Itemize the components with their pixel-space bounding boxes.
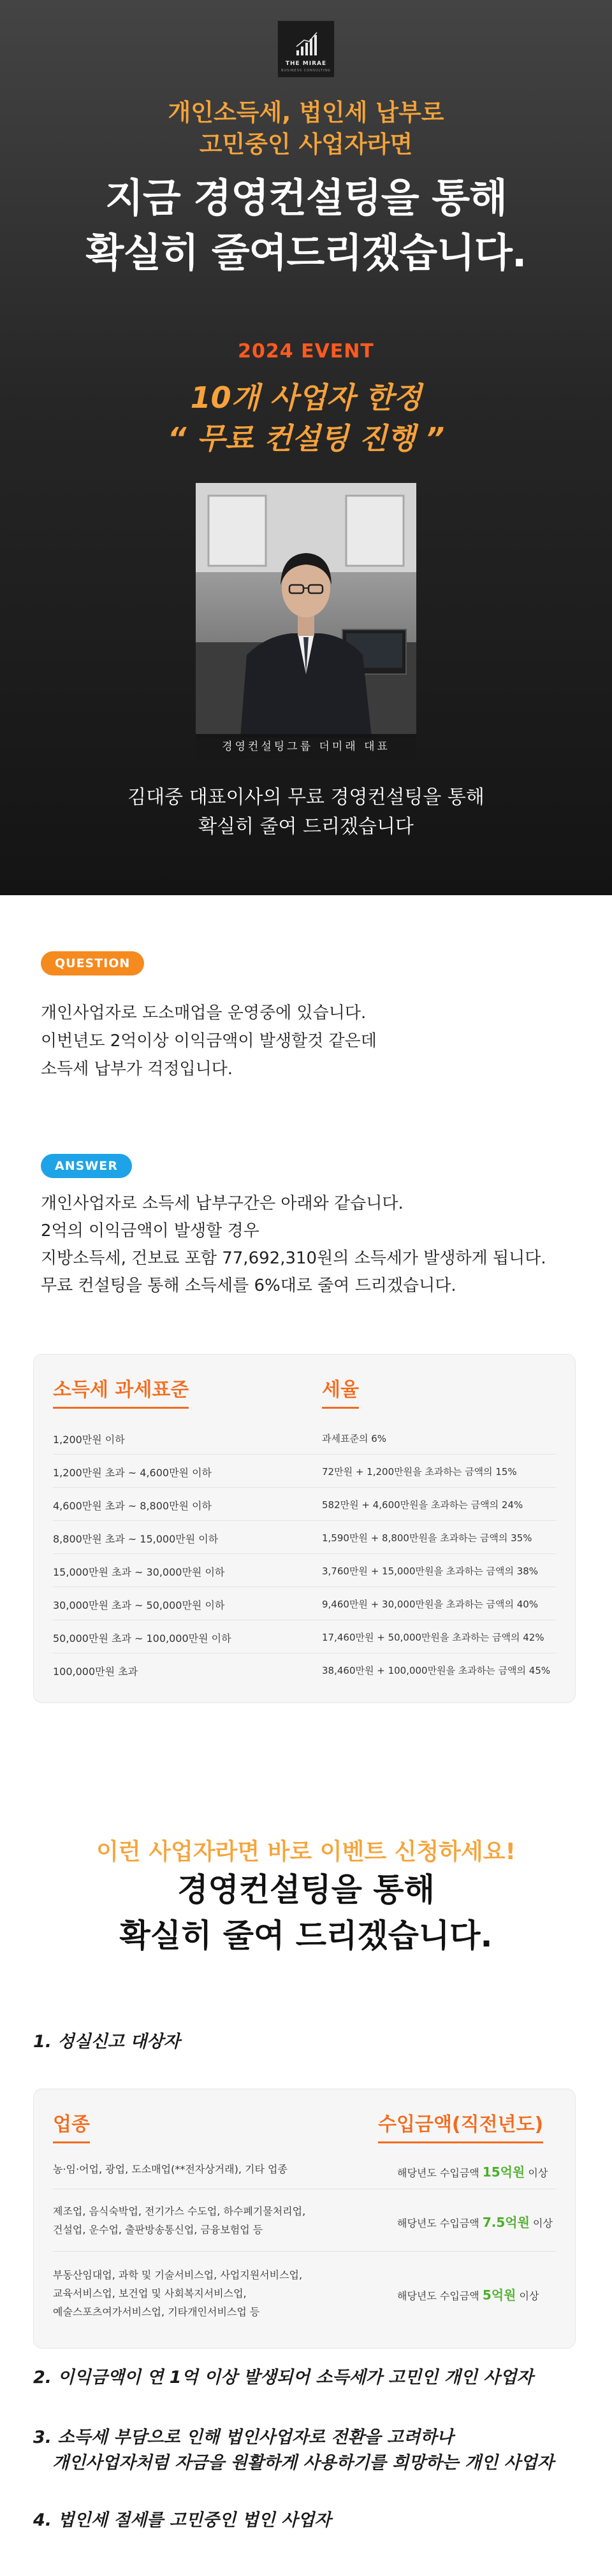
biz-industry xyxy=(53,2160,353,2178)
table-row xyxy=(53,2189,556,2252)
table-row xyxy=(53,2150,556,2189)
tax-bracket: 1,200만원 이하 xyxy=(53,1434,125,1446)
hero-lead-line: 고민중인 사업자라면 xyxy=(199,131,413,158)
hero-title xyxy=(0,171,612,280)
answer-text xyxy=(41,1190,546,1300)
tax-bracket: 30,000만원 초과 ~ 50,000만원 이하 xyxy=(53,1599,225,1611)
hero-subtitle-line: 김대중 대표이사의 무료 경영컨설팅을 통해 xyxy=(127,786,484,809)
hero-section xyxy=(0,0,612,895)
company-logo xyxy=(277,20,335,78)
biz-amount-suffix: 이상 xyxy=(533,2217,553,2229)
growth-chart-icon xyxy=(295,31,318,57)
tax-header-rate: 세율 xyxy=(322,1374,359,1409)
cta-lead: 이런 사업자라면 바로 이벤트 신청하세요! xyxy=(96,1839,516,1865)
biz-industry-line: 제조업, 음식숙박업, 전기가스 수도업, 하수폐기물처리업, xyxy=(53,2205,306,2217)
tax-bracket: 1,200만원 초과 ~ 4,600만원 이하 xyxy=(53,1467,212,1479)
target-item-4: 4. 법인세 절세를 고민중인 법인 사업자 xyxy=(33,2510,332,2530)
target-item-3 xyxy=(33,2425,554,2476)
tax-bracket: 4,600만원 초과 ~ 8,800만원 이하 xyxy=(53,1500,212,1512)
biz-industry-line: 교육서비스업, 보건업 및 사회복지서비스업, xyxy=(53,2287,247,2299)
biz-industry-line: 예술스포츠여가서비스업, 기타개인서비스업 등 xyxy=(53,2306,260,2318)
biz-industry-line: 부동산임대업, 과학 및 기술서비스업, 사업지원서비스업, xyxy=(53,2269,303,2281)
cta-title-line: 경영컨설팅을 통해 xyxy=(177,1871,435,1908)
question-line: 이번년도 2억이상 이익금액이 발생할것 같은데 xyxy=(41,1032,377,1051)
tax-header-base: 소득세 과세표준 xyxy=(53,1374,189,1409)
table-row xyxy=(53,1620,556,1653)
answer-line: 무료 컨설팅을 통해 소득세를 6%대로 줄여 드리겠습니다. xyxy=(41,1276,456,1295)
answer-line: 개인사업자로 소득세 납부구간은 아래와 같습니다. xyxy=(41,1194,404,1213)
question-line: 개인사업자로 도소매업을 운영중에 있습니다. xyxy=(41,1004,367,1023)
biz-amount-prefix: 해당년도 수입금액 xyxy=(397,2217,479,2229)
hero-lead xyxy=(0,97,612,161)
hero-title-line: 지금 경영컨설팅을 통해 xyxy=(105,175,507,221)
income-tax-table xyxy=(33,1354,576,1703)
tax-rows xyxy=(53,1421,556,1687)
biz-amount-suffix: 이상 xyxy=(528,2167,548,2179)
cta-title-line: 확실히 줄여 드리겠습니다. xyxy=(119,1917,493,1954)
target-item-1: 1. 성실신고 대상자 xyxy=(33,2032,180,2052)
biz-header-revenue: 수입금액(직전년도) xyxy=(378,2108,543,2143)
question-text xyxy=(41,999,377,1083)
table-row xyxy=(53,1421,556,1455)
biz-amount xyxy=(397,2285,539,2303)
tax-bracket: 50,000만원 초과 ~ 100,000만원 이하 xyxy=(53,1632,231,1644)
ceo-photo xyxy=(196,483,416,759)
tax-rate: 17,460만원 + 50,000만원을 초과하는 금액의 42% xyxy=(322,1632,544,1643)
answer-badge: ANSWER xyxy=(41,1154,132,1178)
table-row xyxy=(53,2252,556,2335)
tax-rate: 582만원 + 4,600만원을 초과하는 금액의 24% xyxy=(322,1499,523,1511)
event-title-line: “ 무료 컨설팅 진행 ” xyxy=(167,421,445,456)
table-row xyxy=(53,1554,556,1587)
event-title-line: 10개 사업자 한정 xyxy=(190,380,422,415)
hero-lead-line: 개인소득세, 법인세 납부로 xyxy=(168,99,444,126)
biz-amount xyxy=(397,2162,548,2180)
biz-amount-value: 15억원 xyxy=(482,2164,525,2180)
biz-amount-value: 7.5억원 xyxy=(482,2215,530,2230)
biz-amount-suffix: 이상 xyxy=(519,2290,539,2302)
target-item-2: 2. 이익금액이 연 1억 이상 발생되어 소득세가 고민인 개인 사업자 xyxy=(33,2368,534,2387)
hero-subtitle xyxy=(0,783,612,842)
table-row xyxy=(53,1455,556,1488)
biz-header-industry: 업종 xyxy=(53,2108,90,2143)
logo-subtext: BUSINESS CONSULTING xyxy=(281,69,331,73)
tax-rate: 9,460만원 + 30,000만원을 초과하는 금액의 40% xyxy=(322,1599,539,1610)
table-row xyxy=(53,1488,556,1521)
biz-amount xyxy=(397,2212,553,2231)
biz-amount-prefix: 해당년도 수입금액 xyxy=(397,2290,479,2302)
photo-caption: 경영컨설팅그룹 더미래 대표 xyxy=(196,734,416,759)
biz-industry xyxy=(53,2266,353,2321)
tax-rate: 과세표준의 6% xyxy=(322,1433,387,1444)
tax-bracket: 15,000만원 초과 ~ 30,000만원 이하 xyxy=(53,1566,225,1578)
event-title xyxy=(0,377,612,459)
cta-title xyxy=(0,1867,612,1959)
biz-industry-line: 농·임·어업, 광업, 도소매업(**전자상거래), 기타 업종 xyxy=(53,2163,288,2175)
answer-line: 2억의 이익금액이 발생할 경우 xyxy=(41,1221,259,1241)
hero-subtitle-line: 확실히 줄여 드리겠습니다 xyxy=(198,816,414,838)
question-badge: QUESTION xyxy=(41,951,144,975)
biz-amount-prefix: 해당년도 수입금액 xyxy=(397,2167,479,2179)
tax-rate: 38,460만원 + 100,000만원을 초과하는 금액의 45% xyxy=(322,1665,551,1676)
ceo-portrait-illustration xyxy=(196,483,416,759)
target-item-3-line: 개인사업자처럼 자금을 원활하게 사용하기를 희망하는 개인 사업자 xyxy=(52,2453,554,2473)
table-row xyxy=(53,1653,556,1687)
tax-bracket: 100,000만원 초과 xyxy=(53,1666,138,1678)
hero-title-line: 확실히 줄여드리겠습니다. xyxy=(85,229,527,276)
table-row xyxy=(53,1521,556,1554)
tax-rate: 72만원 + 1,200만원을 초과하는 금액의 15% xyxy=(322,1466,517,1478)
logo-text: THE MIRAE xyxy=(285,61,327,67)
question-line: 소득세 납부가 걱정입니다. xyxy=(41,1060,233,1079)
biz-amount-value: 5억원 xyxy=(482,2287,516,2303)
tax-rate: 1,590만원 + 8,800만원을 초과하는 금액의 35% xyxy=(322,1532,532,1544)
target-item-3-line: 3. 소득세 부담으로 인해 법인사업자로 전환을 고려하나 xyxy=(33,2428,454,2447)
tax-bracket: 8,800만원 초과 ~ 15,000만원 이하 xyxy=(53,1533,219,1545)
tax-rate: 3,760만원 + 15,000만원을 초과하는 금액의 38% xyxy=(322,1565,539,1577)
biz-industry-line: 건설업, 운수업, 출판방송통신업, 금융보험업 등 xyxy=(53,2224,263,2236)
biz-industry xyxy=(53,2202,353,2239)
industry-revenue-table xyxy=(33,2089,576,2349)
event-label: 2024 EVENT xyxy=(238,340,374,363)
table-row xyxy=(53,1587,556,1620)
answer-line: 지방소득세, 건보료 포함 77,692,310원의 소득세가 발생하게 됩니다. xyxy=(41,1249,546,1268)
